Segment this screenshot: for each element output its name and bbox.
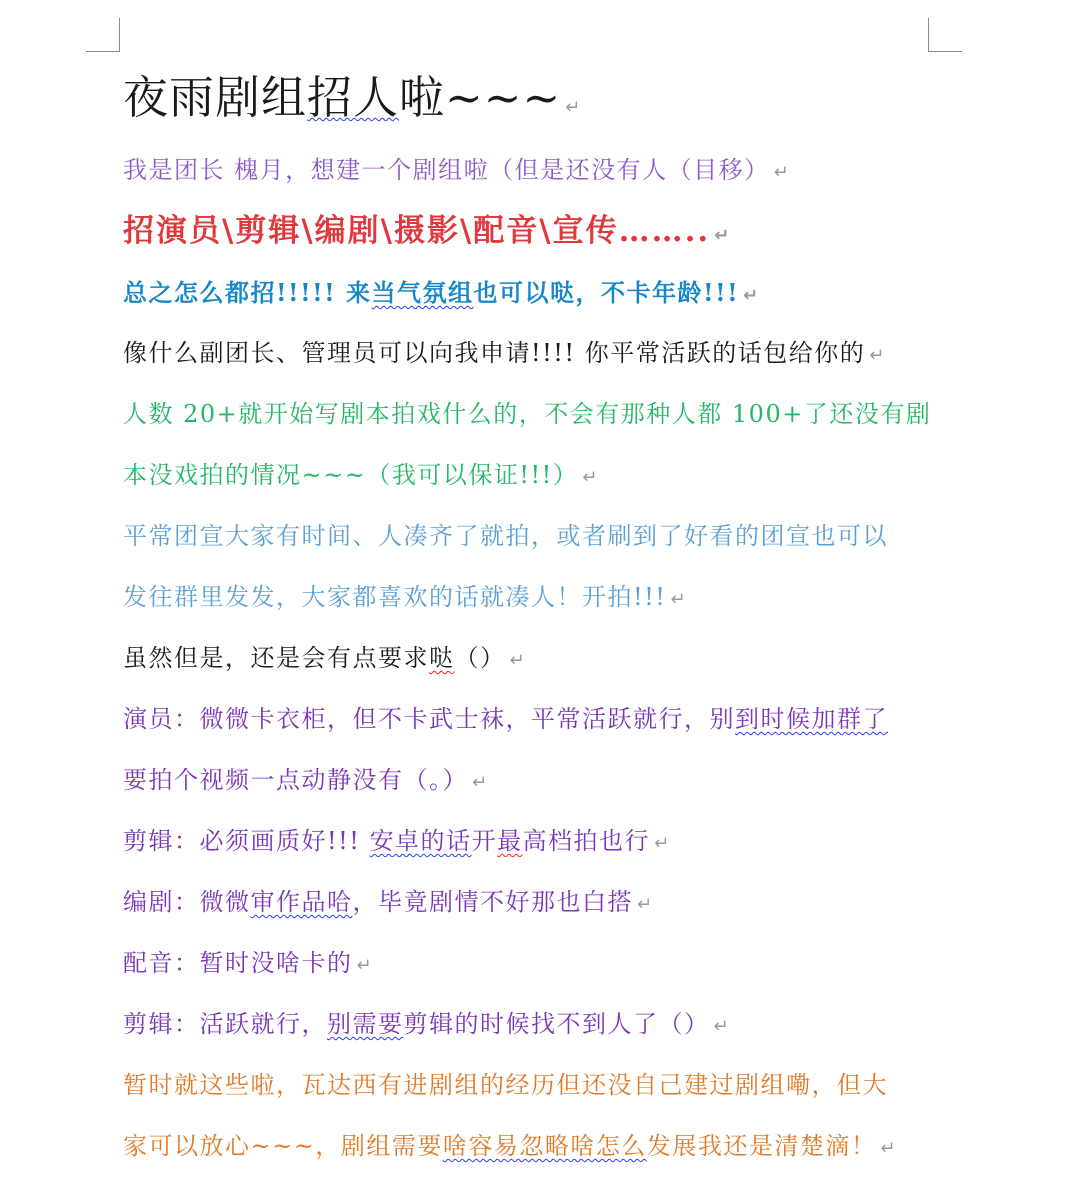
paragraph-all-welcome — [123, 262, 943, 323]
paragraph-mark-icon: ↵ — [869, 345, 886, 366]
paragraph-text: 发展我还是清楚滴！ — [646, 1132, 877, 1160]
paragraph-text: 暂时就这些啦，瓦达西有进剧组的经历但还没自己建过剧组嘞，但大 — [123, 1071, 888, 1099]
title-text-part: 啦~~~ — [399, 71, 562, 124]
paragraph-actor-line-2 — [123, 750, 943, 811]
crop-mark-top-left — [86, 18, 120, 52]
paragraph-text: 总之怎么都招!!!!! 来 — [123, 278, 372, 307]
paragraph-text: 演员：微微卡衣柜，但不卡武士袜，平常活跃就行，别 — [123, 705, 735, 733]
paragraph-mark-icon: ↵ — [880, 1138, 897, 1159]
paragraph-text: 虽然但是，还是会有点要求 — [123, 644, 429, 672]
paragraph-actor-line-1 — [123, 689, 943, 750]
document-title — [123, 62, 943, 140]
paragraph-text: 编剧：微微 — [123, 888, 251, 916]
paragraph-mark-icon: ↵ — [714, 225, 732, 246]
paragraph-text: 像什么副团长、管理员可以向我申请!!!! 你平常活跃的话包给你的 — [123, 339, 866, 367]
crop-mark-top-right — [928, 18, 962, 52]
paragraph-positions — [123, 323, 943, 384]
paragraph-mark-icon: ↵ — [713, 1016, 731, 1037]
paragraph-text: 最 — [497, 827, 523, 855]
paragraph-text: 本没戏拍的情况~~~（我可以保证!!!） — [123, 461, 579, 489]
paragraph-script-line-1 — [123, 384, 943, 445]
paragraph-text: 家可以放心~~~，剧组需要 — [123, 1132, 443, 1160]
title-text-part: 招人 — [307, 71, 400, 124]
paragraph-editor-2 — [123, 994, 943, 1055]
paragraph-mark-icon: ↵ — [743, 285, 760, 306]
paragraph-closing-line-1 — [123, 1055, 943, 1116]
paragraph-mark-icon: ↵ — [565, 97, 582, 118]
paragraph-text: 高档拍也行 — [522, 827, 651, 855]
paragraph-text: 剪辑：活跃就行， — [123, 1010, 327, 1038]
paragraph-mark-icon: ↵ — [773, 162, 791, 183]
paragraph-mark-icon: ↵ — [582, 467, 599, 488]
paragraph-closing-line-2 — [123, 1116, 943, 1177]
title-text-part: 夜雨剧组 — [123, 71, 308, 124]
paragraph-roles — [123, 201, 943, 262]
paragraph-script-line-2 — [123, 445, 943, 506]
paragraph-text: 我是团长 槐月，想建一个剧组啦（但是还没有人（目移） — [123, 156, 770, 184]
paragraph-text: 剪辑的时候找不到人了（） — [403, 1010, 710, 1038]
paragraph-promo-line-1 — [123, 506, 943, 567]
paragraph-editor — [123, 811, 943, 872]
paragraph-text: 审作品哈 — [250, 888, 353, 916]
paragraph-mark-icon: ↵ — [654, 833, 671, 854]
paragraph-text: （） — [454, 644, 506, 672]
paragraph-text: 也可以哒，不卡年龄!!! — [473, 278, 740, 307]
paragraph-text: 招演员\剪辑\编剧\摄影\配音\宣传…….. — [123, 213, 711, 249]
paragraph-text: 配音：暂时没啥卡的 — [123, 949, 353, 977]
paragraph-mark-icon: ↵ — [637, 894, 654, 915]
paragraph-text: 要拍个视频一点动静没有（。） — [123, 766, 468, 794]
paragraph-text: ，毕竟剧情不好那也白搭 — [352, 888, 633, 916]
paragraph-text: 哒 — [429, 644, 455, 672]
paragraph-requirements-intro — [123, 628, 943, 689]
paragraph-text: 人数 20+就开始写剧本拍戏什么的，不会有那种人都 100+了还没有剧 — [123, 400, 932, 428]
paragraph-voice — [123, 933, 943, 994]
paragraph-text: 到时候加群了 — [735, 705, 888, 733]
paragraph-writer — [123, 872, 943, 933]
paragraph-text: 平常团宣大家有时间、人凑齐了就拍，或者刷到了好看的团宣也可以 — [123, 522, 888, 550]
paragraph-intro — [123, 140, 943, 201]
paragraph-text: 安卓的话 — [369, 827, 472, 855]
paragraph-mark-icon: ↵ — [509, 650, 527, 671]
paragraph-mark-icon: ↵ — [356, 955, 374, 976]
paragraph-text: 发往群里发发，大家都喜欢的话就凑人！开拍!!! — [123, 583, 667, 611]
paragraph-text: 开 — [471, 827, 498, 855]
paragraph-mark-icon: ↵ — [670, 589, 688, 610]
paragraph-text: 啥容易忽略啥怎么 — [442, 1132, 647, 1160]
paragraph-text: 别需要 — [327, 1010, 404, 1038]
paragraph-mark-icon: ↵ — [472, 772, 489, 793]
paragraph-text: 当气氛组 — [371, 278, 474, 307]
document-body[interactable] — [123, 62, 943, 1177]
paragraph-text: 剪辑：必须画质好!!! — [123, 827, 370, 855]
paragraph-promo-line-2 — [123, 567, 943, 628]
